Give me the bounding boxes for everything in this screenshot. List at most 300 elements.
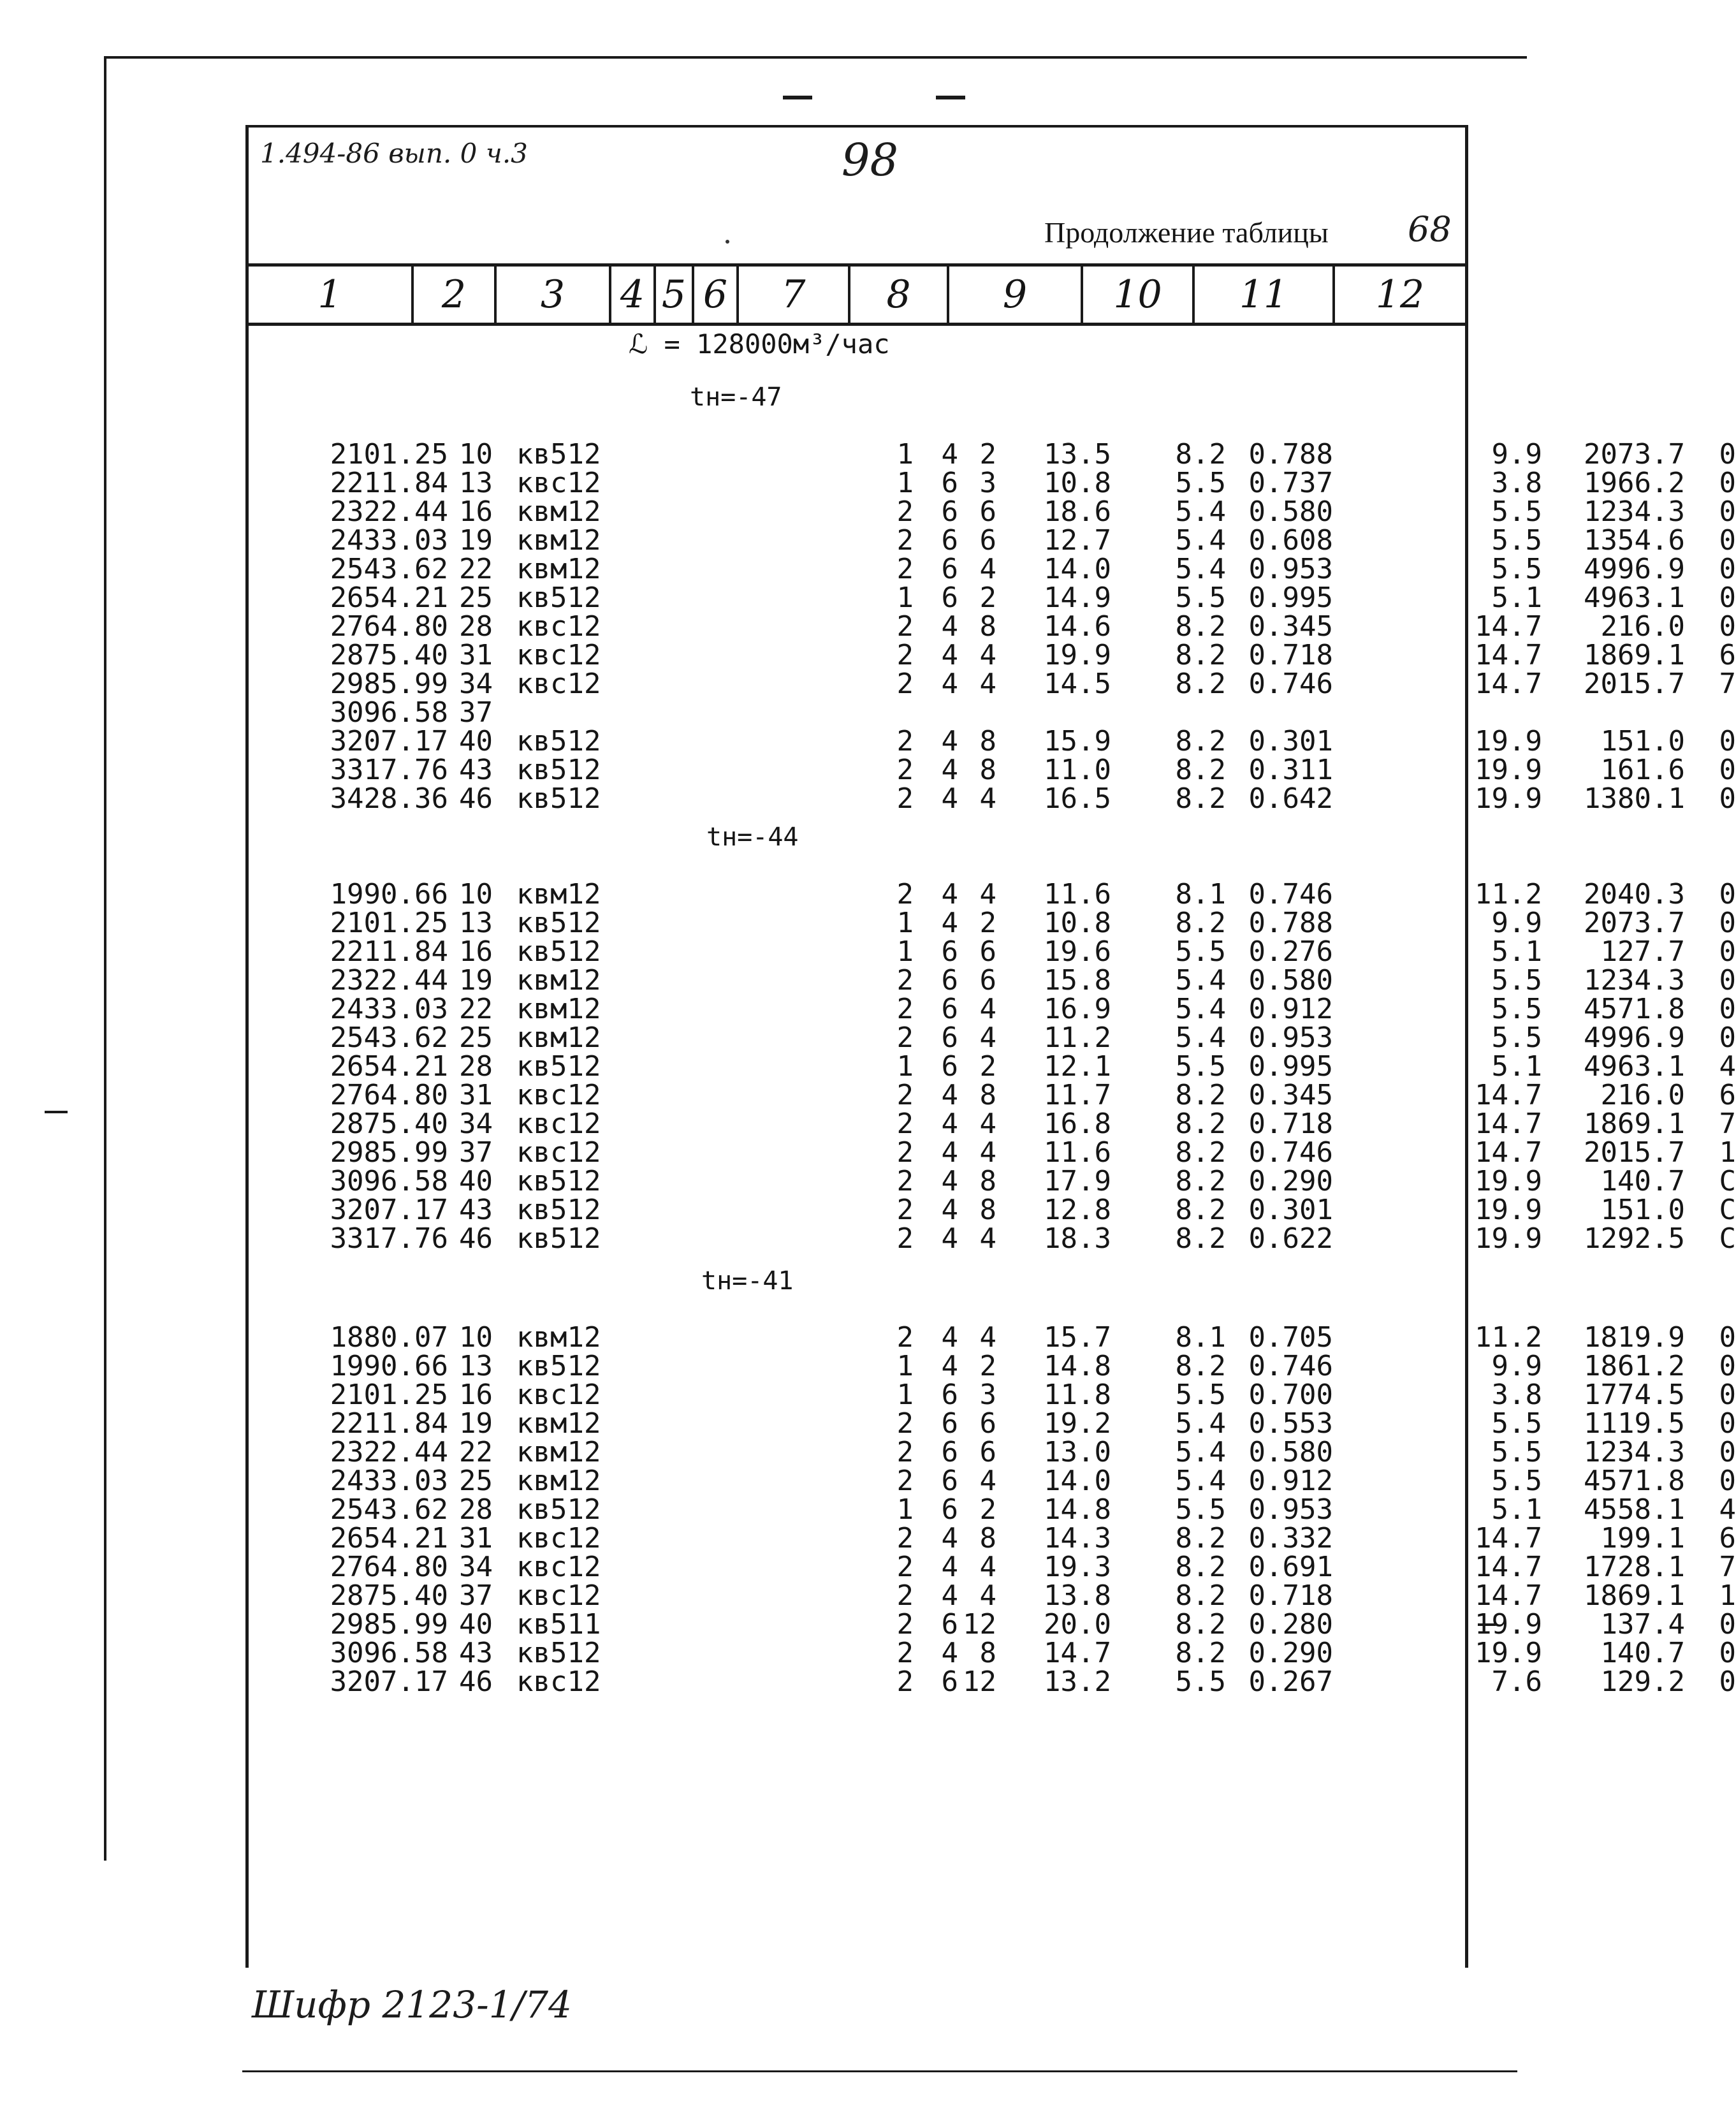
cell-col-8: 5.4 (1175, 1436, 1226, 1468)
cell-col-8: 8.2 (1175, 1637, 1226, 1669)
cell-col-11: 151.0 (1600, 1194, 1685, 1226)
cell-col-9: 0.608 (1248, 524, 1333, 557)
cell-col-4: 2 (896, 1665, 914, 1698)
table-row (245, 639, 1736, 671)
cell-col-6: 4 (979, 668, 996, 700)
cell-col-7: 17.9 (1044, 1165, 1111, 1197)
cell-col-9: 0.622 (1248, 1222, 1333, 1255)
col-header-5: 5 (653, 267, 692, 323)
col-header-1: 1 (317, 272, 342, 317)
cell-col-12: 0 (1719, 1407, 1736, 1440)
cell-col-2: 37 (459, 1136, 493, 1169)
cell-col-11: 151.0 (1600, 725, 1685, 758)
cell-col-9: 0.746 (1248, 878, 1333, 911)
cell-col-12: 0 (1719, 907, 1736, 939)
cell-col-2: 13 (459, 467, 493, 499)
data-table (245, 878, 1736, 1255)
cell-col-6: 8 (979, 754, 996, 786)
cell-col-6: 8 (979, 1194, 996, 1226)
cell-col-3: квс12 (516, 467, 601, 499)
cell-col-2: 22 (459, 993, 493, 1025)
cell-col-3: квм12 (516, 524, 601, 557)
cell-col-8: 8.1 (1175, 1321, 1226, 1354)
cell-col-7: 11.6 (1044, 878, 1111, 911)
cell-col-4: 1 (896, 438, 914, 471)
cell-col-2: 46 (459, 1222, 493, 1255)
cell-col-4: 2 (896, 1194, 914, 1226)
cell-col-6: 6 (979, 935, 996, 968)
cell-col-12: 0 (1719, 553, 1736, 585)
cell-col-4: 2 (896, 1522, 914, 1555)
cell-col-8: 5.5 (1175, 582, 1226, 614)
cell-col-3: квс12 (516, 1665, 601, 1698)
cell-col-12: C (1719, 1222, 1736, 1255)
cell-col-8: 8.2 (1175, 1350, 1226, 1382)
cell-col-12: 0 (1719, 582, 1736, 614)
cell-col-5: 4 (941, 1222, 958, 1255)
cell-col-10: 5.5 (1491, 1021, 1542, 1054)
cell-col-1: 2543.62 (330, 1493, 448, 1526)
cell-col-2: 16 (459, 935, 493, 968)
cell-col-1: 3317.76 (330, 754, 448, 786)
cell-col-2: 28 (459, 610, 493, 643)
table-row (245, 1579, 1736, 1612)
table-row (245, 1665, 1736, 1698)
cell-col-5: 4 (941, 1637, 958, 1669)
cell-col-8: 8.2 (1175, 639, 1226, 671)
cell-col-5: 6 (941, 467, 958, 499)
cell-col-1: 2875.40 (330, 1579, 448, 1612)
cell-col-6: 2 (979, 907, 996, 939)
cell-col-9: 0.746 (1248, 668, 1333, 700)
cell-col-8: 8.1 (1175, 878, 1226, 911)
cell-col-7: 15.9 (1044, 725, 1111, 758)
cell-col-4: 2 (896, 1608, 914, 1641)
cell-col-2: 10 (459, 1321, 493, 1354)
cell-col-7: 11.2 (1044, 1021, 1111, 1054)
col-header-3: 3 (494, 267, 609, 323)
cell-col-5: 4 (941, 1551, 958, 1583)
cell-col-5: 4 (941, 438, 958, 471)
cell-col-12: 0 (1719, 1665, 1736, 1698)
flow-rate-label: ℒ = 128000м³/час (629, 328, 890, 360)
col-header-11: 11 (1192, 267, 1332, 323)
cell-col-6: 2 (979, 1493, 996, 1526)
cell-col-6: 6 (979, 1407, 996, 1440)
table-row (245, 610, 1736, 643)
cell-col-9: 0.953 (1248, 1493, 1333, 1526)
cell-col-3: кв512 (516, 1222, 601, 1255)
cell-col-10: 5.1 (1491, 935, 1542, 968)
cell-col-2: 46 (459, 1665, 493, 1698)
cell-col-12: 7 (1719, 1551, 1736, 1583)
cell-col-10: 3.8 (1491, 467, 1542, 499)
cell-col-6: 12 (963, 1608, 996, 1641)
cell-col-2: 25 (459, 582, 493, 614)
cell-col-7: 11.0 (1044, 754, 1111, 786)
cell-col-8: 5.5 (1175, 467, 1226, 499)
cell-col-12: 1 (1719, 1136, 1736, 1169)
cell-col-1: 2875.40 (330, 639, 448, 671)
cell-col-9: 0.995 (1248, 582, 1333, 614)
cell-col-4: 2 (896, 1079, 914, 1111)
table-row (245, 1194, 1736, 1226)
cell-col-7: 11.6 (1044, 1136, 1111, 1169)
cell-col-7: 20.0 (1044, 1608, 1111, 1641)
cell-col-7: 14.6 (1044, 610, 1111, 643)
cell-col-2: 16 (459, 495, 493, 528)
cell-col-3: кв512 (516, 1194, 601, 1226)
cell-col-5: 4 (941, 782, 958, 815)
cell-col-6: 4 (979, 1222, 996, 1255)
cell-col-7: 18.6 (1044, 495, 1111, 528)
cell-col-10: 3.8 (1491, 1379, 1542, 1411)
cell-col-11: 1819.9 (1584, 1321, 1685, 1354)
table-row (245, 754, 1736, 786)
col-header-2: 2 (411, 267, 494, 323)
document-code: 1.494-86 вып. 0 ч.3 (260, 138, 528, 169)
cell-col-1: 2322.44 (330, 1436, 448, 1468)
cell-col-2: 13 (459, 1350, 493, 1382)
cell-col-5: 4 (941, 1321, 958, 1354)
cell-col-4: 1 (896, 935, 914, 968)
cell-col-7: 14.0 (1044, 553, 1111, 585)
table-row (245, 553, 1736, 585)
cell-col-10: 14.7 (1475, 1108, 1542, 1140)
cell-col-6: 8 (979, 1165, 996, 1197)
cell-col-11: 2073.7 (1584, 438, 1685, 471)
cell-col-10: 9.9 (1491, 438, 1542, 471)
cell-col-10: 14.7 (1475, 1079, 1542, 1111)
cell-col-6: 4 (979, 993, 996, 1025)
cell-col-10: 14.7 (1475, 1551, 1542, 1583)
table-row (245, 668, 1736, 700)
cell-col-1: 2543.62 (330, 553, 448, 585)
cell-col-6: 3 (979, 467, 996, 499)
dash-mark (783, 96, 812, 99)
cell-col-9: 0.691 (1248, 1551, 1333, 1583)
left-margin-rule (104, 56, 106, 1861)
cell-col-1: 3096.58 (330, 1637, 448, 1669)
cell-col-10: 5.5 (1491, 524, 1542, 557)
cell-col-9: 0.700 (1248, 1379, 1333, 1411)
cell-col-7: 19.9 (1044, 639, 1111, 671)
cell-col-6: 3 (979, 1379, 996, 1411)
cell-col-2: 25 (459, 1021, 493, 1054)
cell-col-7: 19.6 (1044, 935, 1111, 968)
cell-col-7: 14.5 (1044, 668, 1111, 700)
cell-col-7: 11.7 (1044, 1079, 1111, 1111)
cell-col-10: 5.5 (1491, 495, 1542, 528)
cell-col-9: 0.953 (1248, 553, 1333, 585)
cell-col-3: квм12 (516, 1407, 601, 1440)
cell-col-1: 2654.21 (330, 1522, 448, 1555)
page-number: 98 (842, 134, 899, 186)
cell-col-1: 2654.21 (330, 1050, 448, 1083)
cipher-footer: Шифр 2123-1/74 (252, 1983, 572, 2026)
cell-col-12: 7 (1719, 1108, 1736, 1140)
cell-col-4: 2 (896, 553, 914, 585)
cell-col-6: 4 (979, 639, 996, 671)
cell-col-10: 11.2 (1475, 1321, 1542, 1354)
cell-col-12: C (1719, 1194, 1736, 1226)
col-header-6: 6 (692, 267, 736, 323)
cell-col-4: 2 (896, 524, 914, 557)
cell-col-8: 8.2 (1175, 1579, 1226, 1612)
cell-col-2: 10 (459, 878, 493, 911)
cell-col-12: 0 (1719, 725, 1736, 758)
cell-col-6: 2 (979, 1050, 996, 1083)
cell-col-4: 2 (896, 878, 914, 911)
cell-col-5: 4 (941, 610, 958, 643)
cell-col-8: 8.2 (1175, 754, 1226, 786)
cell-col-4: 2 (896, 725, 914, 758)
cell-col-10: 5.5 (1491, 964, 1542, 997)
cell-col-8: 5.5 (1175, 1050, 1226, 1083)
cell-col-1: 3096.58 (330, 1165, 448, 1197)
cell-col-8: 8.2 (1175, 668, 1226, 700)
cell-col-6: 4 (979, 878, 996, 911)
cell-col-10: 5.5 (1491, 993, 1542, 1025)
cell-col-4: 2 (896, 993, 914, 1025)
cell-col-2: 37 (459, 1579, 493, 1612)
cell-col-6: 4 (979, 1108, 996, 1140)
cell-col-8: 8.2 (1175, 1551, 1226, 1583)
cell-col-11: 1380.1 (1584, 782, 1685, 815)
cell-col-11: 161.6 (1600, 754, 1685, 786)
cell-col-3: квм12 (516, 553, 601, 585)
cell-col-3: квс12 (516, 1522, 601, 1555)
cell-col-11: 216.0 (1600, 1079, 1685, 1111)
cell-col-5: 4 (941, 639, 958, 671)
cell-col-12: 6 (1719, 1522, 1736, 1555)
cell-col-9: 0.301 (1248, 725, 1333, 758)
cell-col-3: квс12 (516, 1551, 601, 1583)
cell-col-5: 4 (941, 1079, 958, 1111)
cell-col-9: 0.718 (1248, 1108, 1333, 1140)
cell-col-8: 5.4 (1175, 993, 1226, 1025)
table-row (245, 964, 1736, 997)
cell-col-10: 19.9 (1475, 782, 1542, 815)
cell-col-2: 31 (459, 639, 493, 671)
cell-col-3: кв512 (516, 725, 601, 758)
cell-col-3: квс12 (516, 1079, 601, 1111)
table-row (245, 1350, 1736, 1382)
cell-col-11: 1728.1 (1584, 1551, 1685, 1583)
cell-col-3: кв512 (516, 1165, 601, 1197)
cell-col-8: 8.2 (1175, 1165, 1226, 1197)
cell-col-7: 13.2 (1044, 1665, 1111, 1698)
cell-col-11: 2040.3 (1584, 878, 1685, 911)
cell-col-1: 2322.44 (330, 495, 448, 528)
cell-col-5: 4 (941, 878, 958, 911)
cell-col-9: 0.705 (1248, 1321, 1333, 1354)
table-row (245, 935, 1736, 968)
cell-col-8: 8.2 (1175, 1222, 1226, 1255)
cell-col-2: 28 (459, 1050, 493, 1083)
cell-col-1: 3096.58 (330, 696, 448, 729)
cell-col-7: 14.0 (1044, 1465, 1111, 1497)
cell-col-8: 5.5 (1175, 1493, 1226, 1526)
cell-col-12: 0 (1719, 1436, 1736, 1468)
cell-col-9: 0.737 (1248, 467, 1333, 499)
cell-col-4: 2 (896, 1436, 914, 1468)
cell-col-10: 7.6 (1491, 1665, 1542, 1698)
table-row (245, 1493, 1736, 1526)
cell-col-10: 14.7 (1475, 610, 1542, 643)
cell-col-9: 0.912 (1248, 993, 1333, 1025)
cell-col-1: 2211.84 (330, 1407, 448, 1440)
cell-col-5: 6 (941, 495, 958, 528)
cell-col-12: 0 (1719, 1465, 1736, 1497)
cell-col-4: 2 (896, 1321, 914, 1354)
cell-col-8: 8.2 (1175, 1136, 1226, 1169)
cell-col-4: 2 (896, 1465, 914, 1497)
table-row (245, 1321, 1736, 1354)
table-row (245, 725, 1736, 758)
cell-col-4: 1 (896, 907, 914, 939)
cell-col-10: 9.9 (1491, 907, 1542, 939)
cell-col-5: 6 (941, 1021, 958, 1054)
cell-col-4: 2 (896, 1579, 914, 1612)
col-header-12: 12 (1332, 267, 1465, 323)
cell-col-4: 2 (896, 964, 914, 997)
cell-col-12: 0 (1719, 1350, 1736, 1382)
cell-col-7: 10.8 (1044, 467, 1111, 499)
cell-col-3: квс12 (516, 1108, 601, 1140)
cell-col-12: 0 (1719, 524, 1736, 557)
table-number: 68 (1408, 209, 1452, 249)
cell-col-11: 1861.2 (1584, 1350, 1685, 1382)
cell-col-7: 12.8 (1044, 1194, 1111, 1226)
cell-col-6: 4 (979, 1465, 996, 1497)
cell-col-9: 0.290 (1248, 1637, 1333, 1669)
cell-col-4: 2 (896, 1136, 914, 1169)
cell-col-10: 19.9 (1475, 725, 1542, 758)
cell-col-2: 13 (459, 907, 493, 939)
cell-col-9: 0.718 (1248, 1579, 1333, 1612)
cell-col-5: 4 (941, 754, 958, 786)
cell-col-4: 2 (896, 1165, 914, 1197)
cell-col-11: 1119.5 (1584, 1407, 1685, 1440)
cell-col-1: 3317.76 (330, 1222, 448, 1255)
cell-col-4: 1 (896, 1050, 914, 1083)
table-row (245, 1522, 1736, 1555)
table-row (245, 698, 1468, 727)
cell-col-5: 4 (941, 1108, 958, 1140)
cell-col-6: 4 (979, 1136, 996, 1169)
cell-col-8: 5.4 (1175, 495, 1226, 528)
cell-col-12: 0 (1719, 782, 1736, 815)
cell-col-8: 5.4 (1175, 1021, 1226, 1054)
cell-col-5: 6 (941, 1665, 958, 1698)
cell-col-12: 0 (1719, 993, 1736, 1025)
cell-col-12: 0 (1719, 438, 1736, 471)
cell-col-1: 2101.25 (330, 1379, 448, 1411)
cell-col-7: 10.8 (1044, 907, 1111, 939)
cell-col-11: 1234.3 (1584, 1436, 1685, 1468)
cell-col-8: 8.2 (1175, 1079, 1226, 1111)
cell-col-3: квм12 (516, 878, 601, 911)
cell-col-9: 0.311 (1248, 754, 1333, 786)
cell-col-2: 25 (459, 1465, 493, 1497)
cell-col-8: 5.4 (1175, 1407, 1226, 1440)
cell-col-5: 6 (941, 1050, 958, 1083)
cell-col-4: 2 (896, 668, 914, 700)
table-row (245, 1079, 1736, 1111)
cell-col-1: 3207.17 (330, 725, 448, 758)
table-row (245, 524, 1736, 557)
cell-col-3: кв512 (516, 1050, 601, 1083)
table-row (245, 438, 1736, 471)
cell-col-2: 31 (459, 1522, 493, 1555)
cell-col-12: 0 (1719, 754, 1736, 786)
cell-col-4: 2 (896, 1108, 914, 1140)
table-row (245, 1222, 1736, 1255)
cell-col-9: 0.912 (1248, 1465, 1333, 1497)
cell-col-12: 6 (1719, 639, 1736, 671)
cell-col-8: 5.4 (1175, 553, 1226, 585)
cell-col-9: 0.995 (1248, 1050, 1333, 1083)
cell-col-10: 5.1 (1491, 1050, 1542, 1083)
cell-col-2: 19 (459, 964, 493, 997)
cell-col-7: 13.0 (1044, 1436, 1111, 1468)
cell-col-10: 19.9 (1475, 1637, 1542, 1669)
cell-col-10: 11.2 (1475, 878, 1542, 911)
data-table (245, 438, 1736, 815)
cell-col-12: 0 (1719, 495, 1736, 528)
cell-col-5: 4 (941, 1522, 958, 1555)
cell-col-6: 2 (979, 582, 996, 614)
cell-col-12: 0 (1719, 1321, 1736, 1354)
cell-col-10: 5.1 (1491, 582, 1542, 614)
cell-col-8: 5.4 (1175, 1465, 1226, 1497)
section-label: tн=-41 (701, 1266, 794, 1296)
cell-col-9: 0.332 (1248, 1522, 1333, 1555)
cell-col-5: 4 (941, 1350, 958, 1382)
cell-col-10: 14.7 (1475, 639, 1542, 671)
col-header-4: 4 (609, 267, 653, 323)
cell-col-5: 6 (941, 1379, 958, 1411)
cell-col-1: 2101.25 (330, 438, 448, 471)
cell-col-9: 0.718 (1248, 639, 1333, 671)
cell-col-4: 2 (896, 495, 914, 528)
cell-col-7: 18.3 (1044, 1222, 1111, 1255)
cell-col-11: 1869.1 (1584, 1579, 1685, 1612)
cell-col-9: 0.276 (1248, 935, 1333, 968)
cell-col-4: 2 (896, 1637, 914, 1669)
cell-col-3: квм12 (516, 1021, 601, 1054)
cell-col-11: 127.7 (1600, 935, 1685, 968)
cell-col-10: 5.5 (1491, 553, 1542, 585)
table-row (245, 907, 1736, 939)
cell-col-10: 19.9 (1475, 1608, 1542, 1641)
cell-col-10: 14.7 (1475, 1522, 1542, 1555)
cell-col-6: 6 (979, 1436, 996, 1468)
cell-col-9: 0.788 (1248, 907, 1333, 939)
cell-col-6: 4 (979, 1321, 996, 1354)
cell-col-2: 16 (459, 1379, 493, 1411)
cell-col-10: 5.5 (1491, 1465, 1542, 1497)
cell-col-5: 4 (941, 668, 958, 700)
table-row (245, 467, 1736, 499)
table-row (245, 1165, 1736, 1197)
cell-col-5: 4 (941, 725, 958, 758)
cell-col-2: 28 (459, 1493, 493, 1526)
table-row (245, 1436, 1736, 1468)
table-row (245, 1021, 1736, 1054)
cell-col-7: 15.8 (1044, 964, 1111, 997)
